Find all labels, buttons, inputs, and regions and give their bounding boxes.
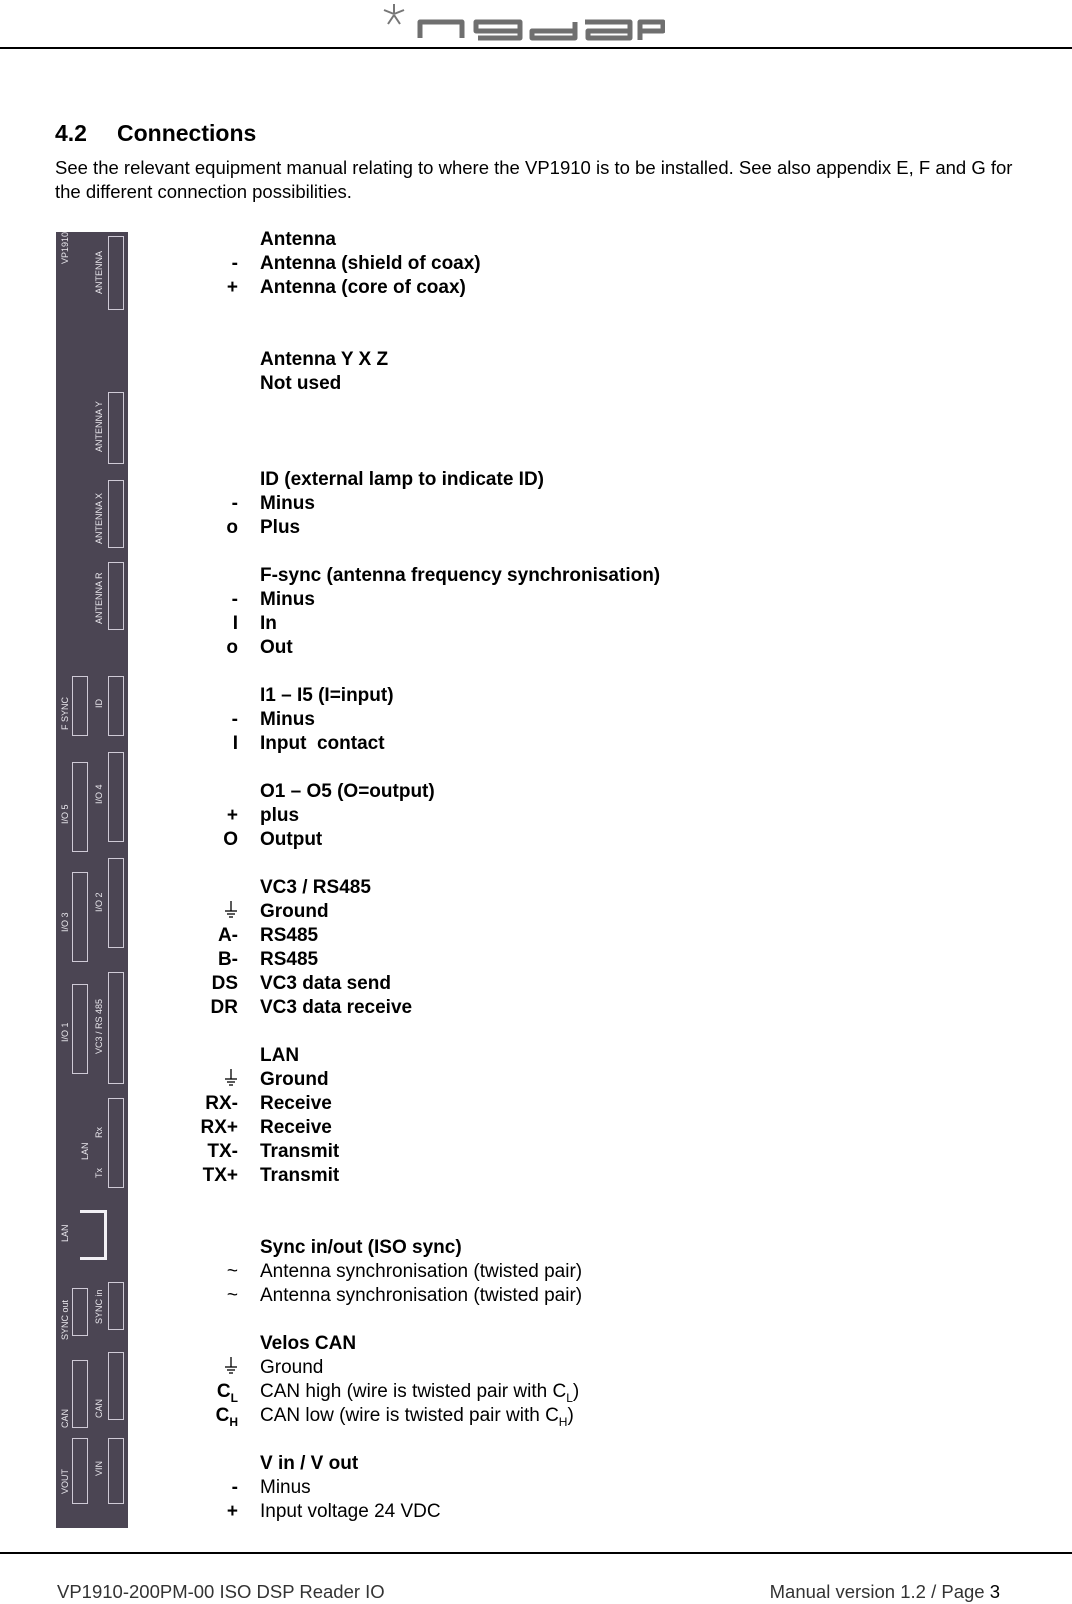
panel-label: SYNC out — [60, 1299, 70, 1340]
can-ground-icon — [118, 1356, 238, 1380]
panel-label: Rx — [94, 1127, 104, 1138]
panel-label: ANTENNA X — [94, 492, 104, 544]
outputs-title: O1 – O5 (O=output) — [260, 781, 435, 802]
header-rule — [0, 47, 1072, 49]
nedap-logo — [380, 2, 665, 44]
footer-rule — [0, 1552, 1072, 1554]
outputs-plus: plus — [260, 805, 300, 826]
power-sym-plus: + — [226, 1501, 238, 1522]
fsync-minus: Minus — [260, 589, 315, 610]
id-sym-plus: o — [226, 517, 238, 538]
panel-label: LAN — [80, 1142, 90, 1160]
vc3-rs485-a: RS485 — [260, 925, 319, 946]
panel-label: I/O 3 — [60, 912, 70, 932]
panel-label: I/O 5 — [60, 804, 70, 824]
antenna-xyz-title: Antenna Y X Z — [260, 349, 389, 370]
fsync-in: In — [260, 613, 277, 634]
vc3-ground-icon — [118, 900, 238, 924]
antenna-sym-plus: + — [226, 277, 238, 298]
panel-label: F SYNC — [60, 696, 70, 730]
can-sym-cl: $C_L$ — [216, 1381, 238, 1405]
fsync-sym-minus: - — [231, 589, 238, 610]
inputs-contact: Input contact — [260, 733, 385, 754]
connector-panel — [56, 232, 128, 1528]
lan-socket — [80, 1210, 107, 1260]
panel-label: ANTENNA R — [94, 572, 104, 624]
panel-label: ID — [94, 699, 104, 708]
power-input: Input voltage 24 VDC — [260, 1501, 441, 1522]
panel-label: VIN — [94, 1460, 104, 1476]
panel-label: VC3 / RS 485 — [94, 998, 104, 1054]
can-high: CAN high (wire is twisted pair with $C_L$) — [260, 1381, 580, 1405]
footer-page-info: Manual version 1.2 / Page 3 — [769, 1581, 1000, 1602]
vc3-ground: Ground — [260, 901, 329, 922]
antenna-xyz-note: Not used — [260, 373, 342, 394]
vc3-rs485-b: RS485 — [260, 949, 319, 970]
antenna-shield: Antenna (shield of coax) — [260, 253, 481, 274]
antenna-sym-minus: - — [231, 253, 238, 274]
inputs-sym-minus: - — [231, 709, 238, 730]
inputs-title: I1 – I5 (I=input) — [260, 685, 394, 706]
panel-label: LAN — [60, 1224, 70, 1242]
section-number: 4.2 — [55, 120, 87, 146]
power-sym-minus: - — [231, 1477, 238, 1498]
page-number: 3 — [989, 1581, 1000, 1602]
panel-label: CAN — [94, 1398, 104, 1418]
can-title: Velos CAN — [260, 1333, 357, 1354]
panel-label: Tx — [94, 1168, 104, 1178]
panel-label: SYNC in — [94, 1289, 104, 1324]
vc3-sym-b: B- — [217, 949, 238, 970]
lan-ground: Ground — [260, 1069, 329, 1090]
lan-sym-rx-minus: RX- — [205, 1093, 238, 1114]
fsync-sym-out: o — [226, 637, 238, 658]
id-minus: Minus — [260, 493, 315, 514]
panel-label: I/O 2 — [94, 892, 104, 912]
antenna-title: Antenna — [260, 229, 336, 250]
vc3-data-send: VC3 data send — [260, 973, 391, 994]
power-title: V in / V out — [260, 1453, 359, 1474]
power-minus: Minus — [260, 1477, 311, 1498]
lan-rx-minus: Receive — [260, 1093, 332, 1114]
fsync-title: F-sync (antenna frequency synchronisation) — [260, 565, 661, 586]
id-plus: Plus — [260, 517, 301, 538]
vc3-title: VC3 / RS485 — [260, 877, 371, 898]
id-title: ID (external lamp to indicate ID) — [260, 469, 544, 490]
outputs-output: Output — [260, 829, 323, 850]
panel-label: ANTENNA Y — [94, 401, 104, 452]
lan-tx-plus: Transmit — [260, 1165, 340, 1186]
panel-label: VOUT — [60, 1468, 70, 1494]
id-sym-minus: - — [231, 493, 238, 514]
lan-ground-icon — [118, 1068, 238, 1092]
lan-rx-plus: Receive — [260, 1117, 332, 1138]
lan-sym-rx-plus: RX+ — [200, 1117, 238, 1138]
outputs-sym-plus: + — [226, 805, 238, 826]
intro-paragraph: See the relevant equipment manual relating to where the VP1910 is to be installed. See also appendix E, F and G for the different connection possibilities. — [55, 157, 1013, 202]
sync-title: Sync in/out (ISO sync) — [260, 1237, 462, 1258]
panel-label: ANTENNA — [94, 250, 104, 294]
sync-pair-2: Antenna synchronisation (twisted pair) — [260, 1285, 583, 1306]
vc3-sym-a: A- — [217, 925, 238, 946]
outputs-sym-output: O — [223, 829, 238, 850]
can-ground: Ground — [260, 1357, 324, 1378]
panel-label: CAN — [60, 1408, 70, 1428]
fsync-sym-in: I — [232, 613, 238, 634]
panel-label: I/O 1 — [60, 1022, 70, 1042]
lan-tx-minus: Transmit — [260, 1141, 340, 1162]
lan-title: LAN — [260, 1045, 300, 1066]
can-sym-ch: $C_H$ — [215, 1405, 238, 1429]
lan-sym-tx-plus: TX+ — [202, 1165, 238, 1186]
can-low: CAN low (wire is twisted pair with $C_H$) — [260, 1405, 574, 1429]
vc3-sym-dr: DR — [210, 997, 238, 1018]
fsync-out: Out — [260, 637, 293, 658]
section-title: Connections — [117, 120, 257, 146]
sync-sym-2: ~ — [226, 1285, 238, 1306]
panel-label: I/O 4 — [94, 784, 104, 804]
antenna-core: Antenna (core of coax) — [260, 277, 466, 298]
sync-sym-1: ~ — [226, 1261, 238, 1282]
footer-doc-id: VP1910-200PM-00 ISO DSP Reader IO — [57, 1581, 385, 1602]
lan-sym-tx-minus: TX- — [207, 1141, 238, 1162]
vc3-sym-ds: DS — [211, 973, 238, 994]
inputs-minus: Minus — [260, 709, 315, 730]
vc3-data-receive: VC3 data receive — [260, 997, 413, 1018]
panel-label: VP1910 — [60, 232, 70, 264]
sync-pair-1: Antenna synchronisation (twisted pair) — [260, 1261, 583, 1282]
inputs-sym-input: I — [232, 733, 238, 754]
